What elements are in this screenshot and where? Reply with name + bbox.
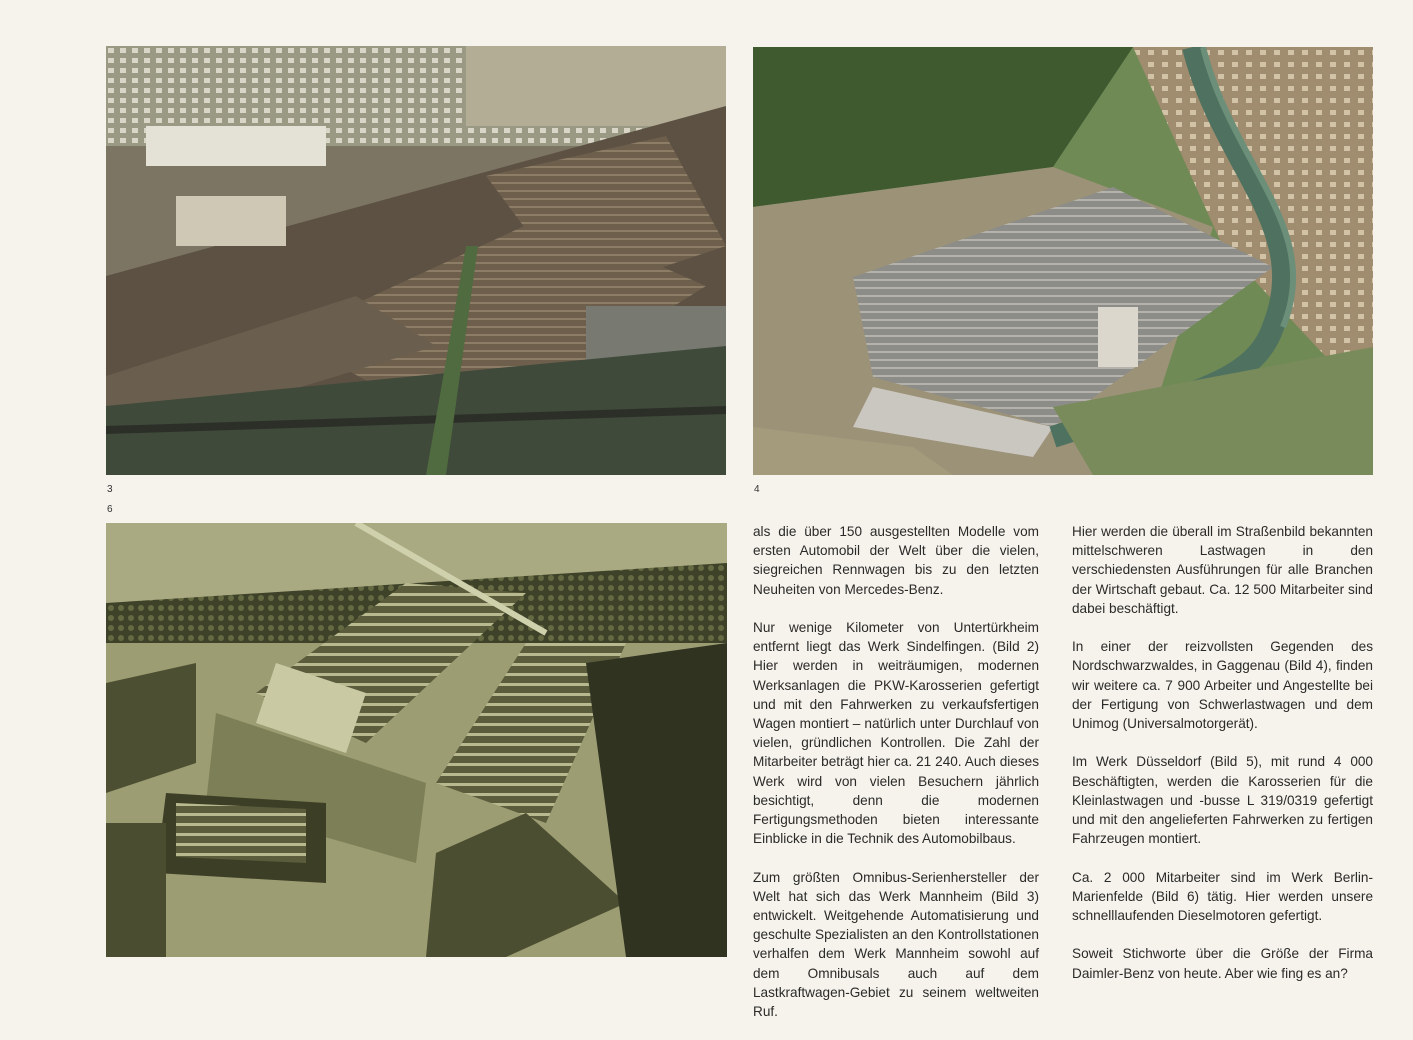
paragraph-duesseldorf: Im Werk Düsseldorf (Bild 5), mit rund 4 000 Beschäftigten, werden die Karosserien für die Kleinlastwagen und -busse L 319/0319 gefertigt und mit den angelieferten Fahrwerken zu fertigen Fahrzeugen montiert. — [1072, 754, 1373, 847]
aerial-photo-gaggenau — [753, 47, 1373, 475]
paragraph-gaggenau: In einer der reizvollsten Gegenden des Nordschwarzwaldes, in Gaggenau (Bild 4), finden wir weitere ca. 7 900 Arbeiter und Angestellte bei der Fertigung von Schwerlastwagen und dem Unimog (Universalmotorgerät). — [1072, 639, 1373, 732]
paragraph-lastwagen: Hier werden die überall im Straßenbild bekannten mittelschweren Lastwagen in den verschiedensten Ausführungen für alle Branchen der Wirtschaft gebaut. Ca. 12 500 Mitarbeiter sind dabei beschäftigt. — [1072, 524, 1373, 616]
paragraph-mannheim: Zum größten Omnibus-Serienhersteller der Welt hat sich das Werk Mannheim (Bild 3) entwickelt. Weitgehende Automatisierung und geschulte Spezialisten an den Kontrollstationen verhalfen dem Werk Mannheim sowohl auf dem Omnibusals auch auf dem Lastkraftwagen-Gebiet zu seinem weltweiten Ruf. — [753, 869, 1039, 1020]
photo-6-illustration — [106, 523, 727, 957]
aerial-photo-berlin-marienfelde — [106, 523, 727, 957]
figure-number-4: 4 — [754, 484, 760, 495]
figure-number-6: 6 — [107, 504, 113, 515]
text-column-right — [1072, 522, 1373, 1002]
paragraph-berlin: Ca. 2 000 Mitarbeiter sind im Werk Berlin-Marienfelde (Bild 6) tätig. Hier werden unsere schnelllaufenden Dieselmotoren gefertigt. — [1072, 869, 1373, 924]
paragraph-sindelfingen: Nur wenige Kilometer von Untertürkheim entfernt liegt das Werk Sindelfingen. (Bild 2) Hier werden in weiträumigen, modernen Werksanlagen die PKW-Karosserien gefertigt und mit den Fahrwerken zu verkaufsfertigen Wagen montiert – natürlich unter Durchlauf von vielen, gründlichen Kontrollen. Die Zahl der Mitarbeiter beträgt hier ca. 21 240. Auch dieses Werk wird von vielen Besuchern jährlich besichtigt, denn die modernen Fertigungsmethoden bieten interessante Einblicke in die Technik des Automobilbaus. — [753, 620, 1039, 847]
text-column-middle — [753, 522, 1039, 1040]
photo-3-illustration — [106, 46, 726, 475]
aerial-photo-mannheim — [106, 46, 726, 475]
paragraph-closing: Soweit Stichworte über die Größe der Firma Daimler-Benz von heute. Aber wie fing es an? — [1072, 946, 1373, 981]
paragraph-museum: als die über 150 ausgestellten Modelle vom ersten Automobil der Welt über die vielen, siegreichen Rennwagen bis zu den letzten Neuheiten von Mercedes-Benz. — [753, 524, 1039, 597]
figure-number-3: 3 — [107, 484, 113, 495]
photo-4-illustration — [753, 47, 1373, 475]
